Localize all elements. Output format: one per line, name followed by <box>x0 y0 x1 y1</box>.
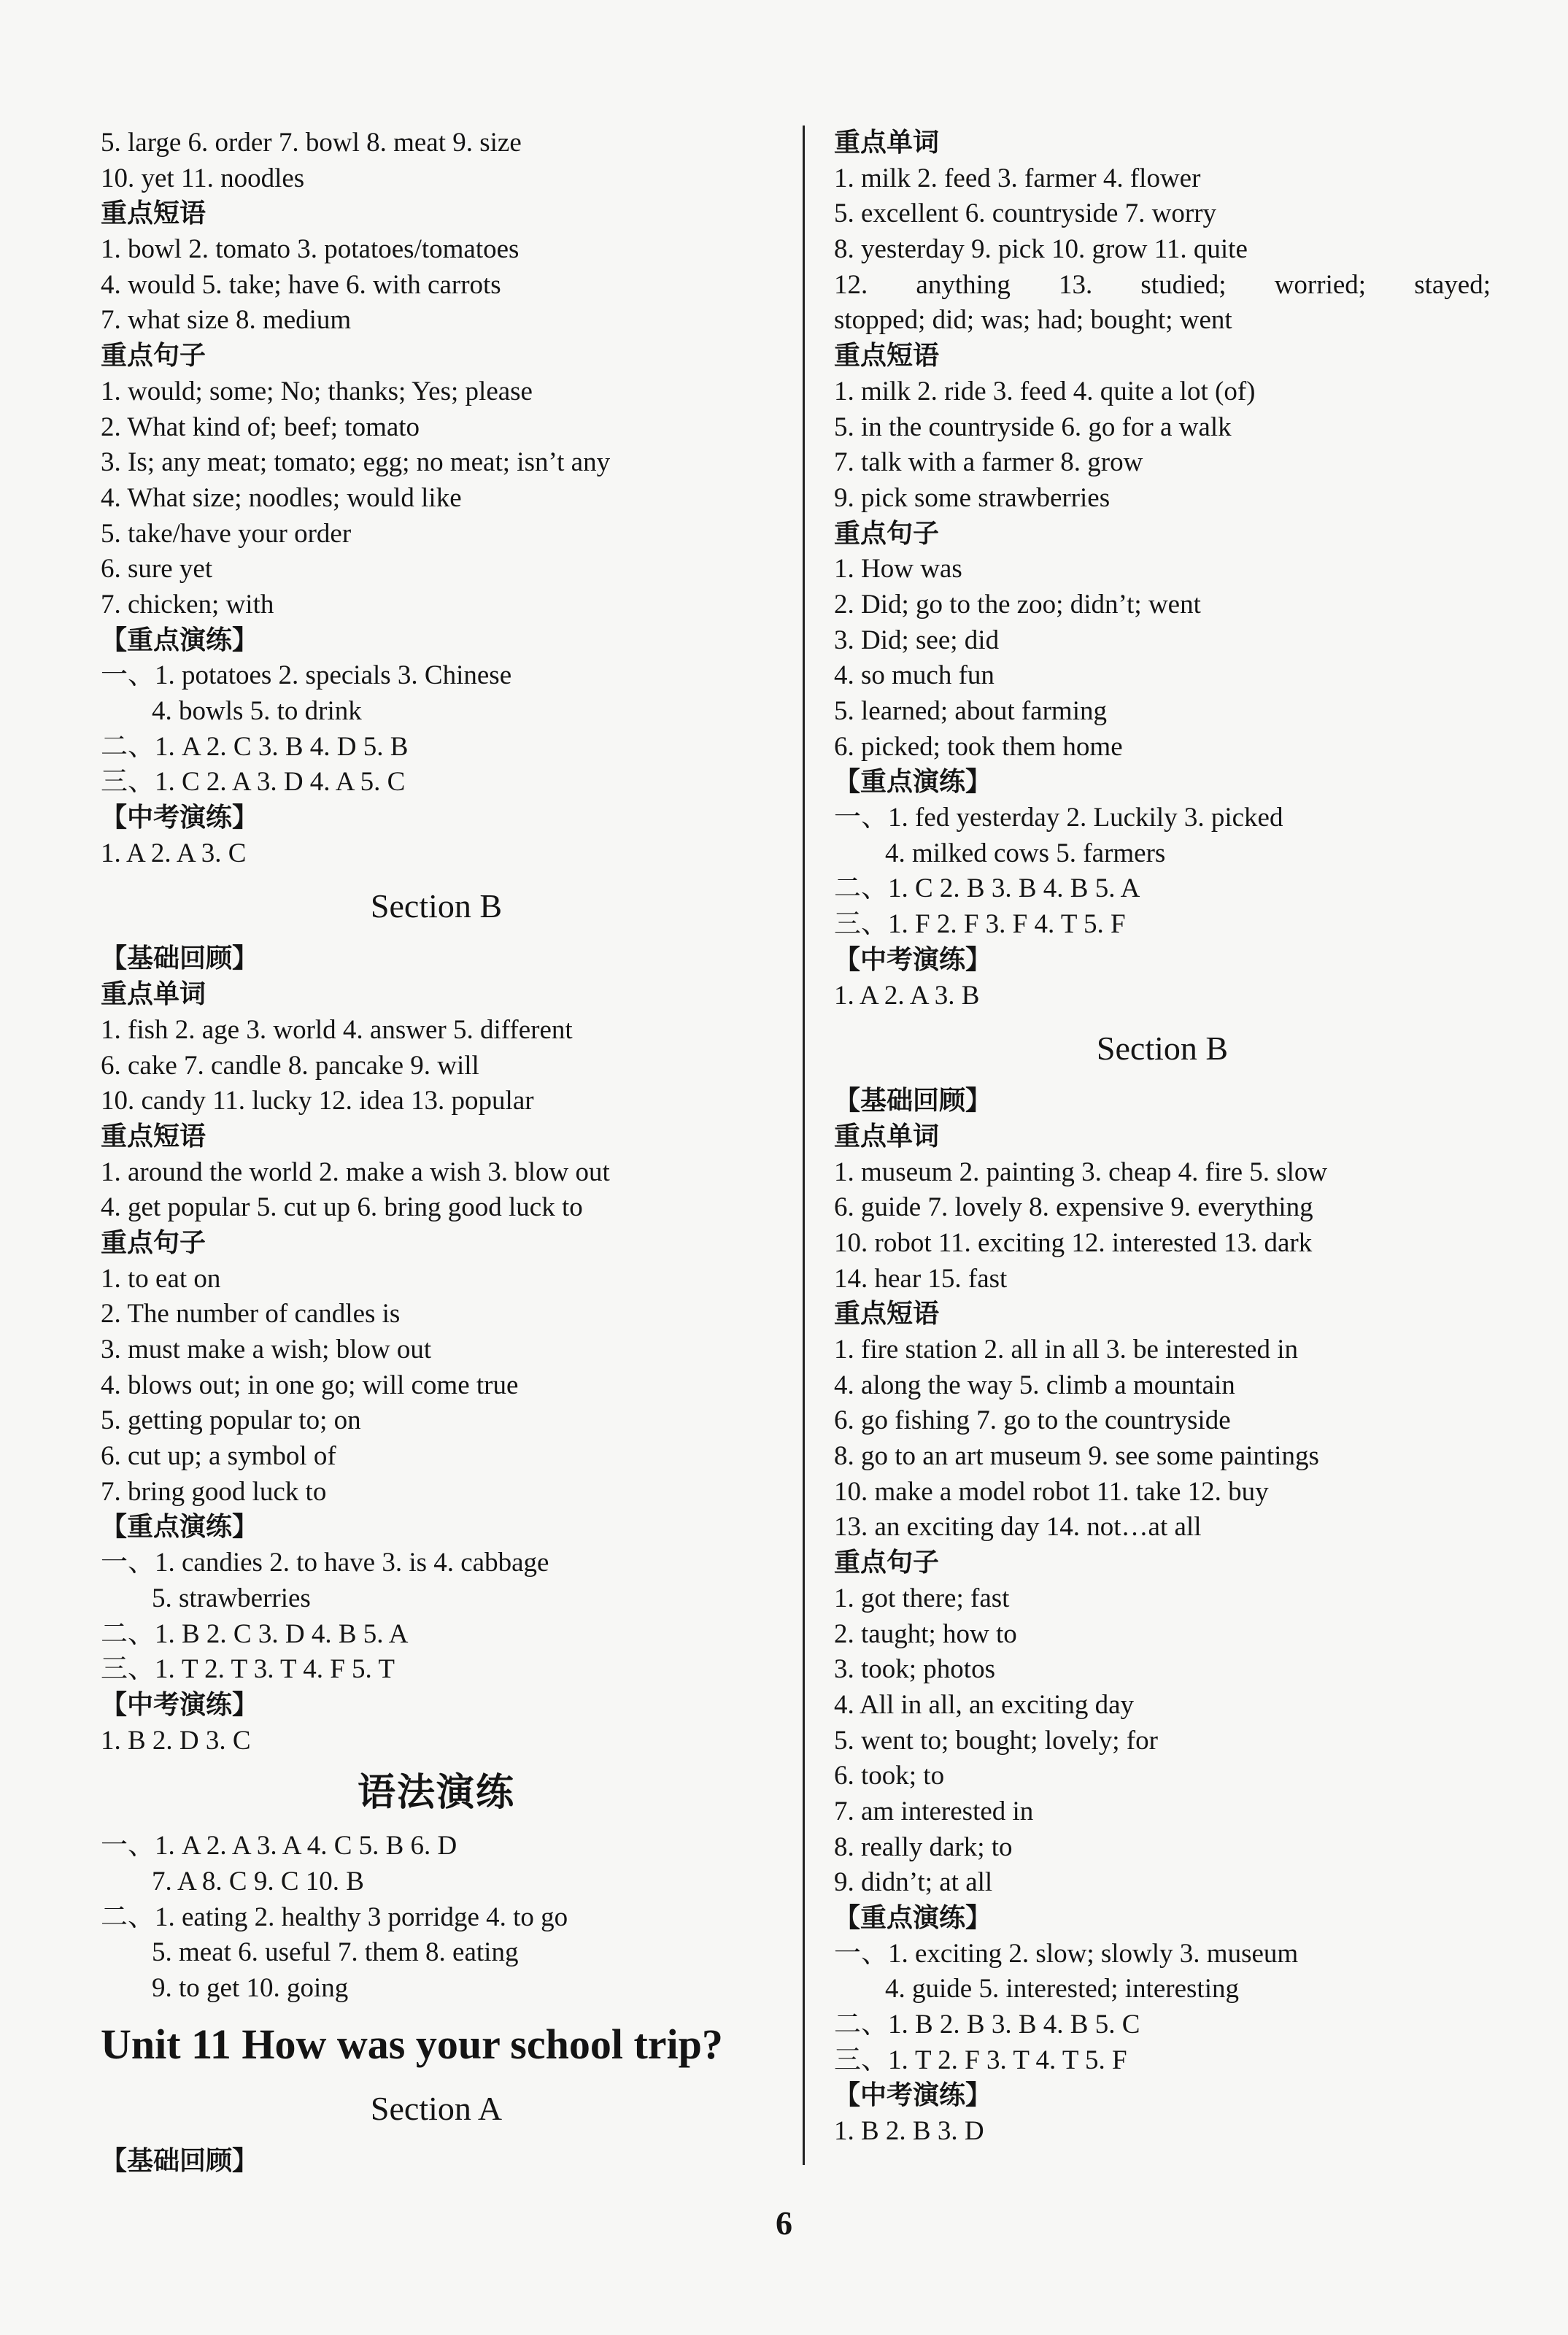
answer-line: 三、1. C 2. A 3. D 4. A 5. C <box>101 767 406 798</box>
answer-line: 二、1. B 2. C 3. D 4. B 5. A <box>101 1618 409 1649</box>
section-label: 重点单词 <box>101 979 206 1010</box>
answer-line: 5. learned; about farming <box>834 696 1107 726</box>
answer-line-indented: 5. meat 6. useful 7. them 8. eating <box>152 1937 519 1968</box>
answer-line: 二、1. B 2. B 3. B 4. B 5. C <box>834 2010 1140 2040</box>
answer-line: 1. to eat on <box>101 1263 221 1294</box>
answer-line: 1. A 2. A 3. B <box>834 980 980 1011</box>
answer-line: 4. What size; noodles; would like <box>101 482 462 513</box>
answer-line: 8. yesterday 9. pick 10. grow 11. quite <box>834 234 1248 265</box>
section-label: 重点句子 <box>834 1548 940 1578</box>
answer-line: 9. didn’t; at all <box>834 1867 993 1898</box>
answer-line: 一、1. fed yesterday 2. Luckily 3. picked <box>834 803 1283 833</box>
answer-line: 1. A 2. A 3. C <box>101 838 247 868</box>
answer-line: 一、1. exciting 2. slow; slowly 3. museum <box>834 1938 1299 1969</box>
section-label: 【基础回顾】 <box>834 1086 992 1116</box>
answer-line: 1. fire station 2. all in all 3. be interested in <box>834 1335 1299 1365</box>
right-column <box>834 126 1491 2150</box>
answer-line: 8. go to an art museum 9. see some paintings <box>834 1441 1319 1472</box>
answer-line: 二、1. eating 2. healthy 3 porridge 4. to go <box>101 1902 568 1932</box>
answer-line: 5. in the countryside 6. go for a walk <box>834 412 1232 442</box>
column-divider <box>803 126 805 2165</box>
answer-line: 三、1. T 2. T 3. T 4. F 5. T <box>101 1654 395 1685</box>
section-label: 重点单词 <box>834 1121 940 1151</box>
answer-line: 12. anything 13. studied; worried; stayed; <box>834 269 1491 300</box>
section-label: 【基础回顾】 <box>101 2145 259 2176</box>
answer-line-indented: 4. milked cows 5. farmers <box>885 838 1166 868</box>
answer-line: 1. around the world 2. make a wish 3. blow out <box>101 1157 610 1187</box>
answer-line: 二、1. A 2. C 3. B 4. D 5. B <box>101 731 409 762</box>
answer-line: 1. would; some; No; thanks; Yes; please <box>101 376 533 406</box>
answer-line: 1. B 2. D 3. C <box>101 1725 251 1756</box>
section-label: 【重点演练】 <box>834 1903 992 1933</box>
answer-line-indented: 4. guide 5. interested; interesting <box>885 1974 1239 2004</box>
answer-line-indented: 4. bowls 5. to drink <box>152 696 362 726</box>
answer-line: 三、1. F 2. F 3. F 4. T 5. F <box>834 909 1126 940</box>
page-number: 6 <box>776 2204 792 2242</box>
section-label: 【中考演练】 <box>101 1689 259 1720</box>
section-label: 【中考演练】 <box>834 944 992 975</box>
answer-line: 10. yet 11. noodles <box>101 163 305 193</box>
answer-line: 4. blows out; in one go; will come true <box>101 1370 519 1400</box>
answer-line: 5. went to; bought; lovely; for <box>834 1725 1158 1756</box>
answer-line: 7. chicken; with <box>101 589 274 620</box>
section-heading: Section B <box>370 887 503 925</box>
answer-line: 1. milk 2. ride 3. feed 4. quite a lot (of) <box>834 376 1256 406</box>
answer-line: 6. guide 7. lovely 8. expensive 9. everything <box>834 1192 1313 1223</box>
answer-line: 5. getting popular to; on <box>101 1405 361 1436</box>
answer-line: 7. am interested in <box>834 1796 1034 1826</box>
section-label: 【重点演练】 <box>101 625 259 655</box>
answer-line: 4. All in all, an exciting day <box>834 1689 1135 1720</box>
answer-line: 5. excellent 6. countryside 7. worry <box>834 198 1217 229</box>
answer-line: 3. must make a wish; blow out <box>101 1335 432 1365</box>
answer-line: 13. an exciting day 14. not…at all <box>834 1512 1202 1543</box>
left-column <box>101 126 772 2179</box>
section-label: 重点句子 <box>834 518 940 549</box>
answer-line: 9. pick some strawberries <box>834 482 1111 513</box>
answer-line: 二、1. C 2. B 3. B 4. B 5. A <box>834 873 1140 904</box>
section-label: 【中考演练】 <box>101 803 259 833</box>
answer-line: 一、1. candies 2. to have 3. is 4. cabbage <box>101 1548 549 1578</box>
section-label: 重点短语 <box>101 1121 206 1151</box>
answer-line: 4. get popular 5. cut up 6. bring good luck to <box>101 1192 583 1223</box>
answer-line: 3. took; photos <box>834 1654 995 1685</box>
answer-line: 10. candy 11. lucky 12. idea 13. popular <box>101 1086 534 1116</box>
answer-line-indented: 9. to get 10. going <box>152 1973 349 2003</box>
answer-line: 6. cut up; a symbol of <box>101 1441 336 1472</box>
answer-line: 3. Is; any meat; tomato; egg; no meat; isn’t any <box>101 447 611 478</box>
answer-line: 1. B 2. B 3. D <box>834 2116 984 2147</box>
answer-line: 1. milk 2. feed 3. farmer 4. flower <box>834 163 1201 193</box>
section-heading: Section B <box>1096 1030 1229 1068</box>
answer-line: 1. fish 2. age 3. world 4. answer 5. different <box>101 1014 573 1045</box>
answer-line: 6. sure yet <box>101 554 213 584</box>
answer-line: 7. talk with a farmer 8. grow <box>834 447 1143 478</box>
answer-line: 14. hear 15. fast <box>834 1263 1008 1294</box>
answer-line: 4. so much fun <box>834 660 995 691</box>
answer-line: 4. along the way 5. climb a mountain <box>834 1370 1235 1400</box>
answer-line: 一、1. potatoes 2. specials 3. Chinese <box>101 660 512 691</box>
unit-title: Unit 11 How was your school trip? <box>101 2020 723 2068</box>
answer-line: 6. picked; took them home <box>834 731 1123 762</box>
answer-line: 10. robot 11. exciting 12. interested 13. dark <box>834 1227 1313 1258</box>
section-label: 重点短语 <box>101 198 206 229</box>
answer-line: 2. The number of candles is <box>101 1299 401 1329</box>
section-label: 重点句子 <box>101 341 206 371</box>
answer-line: 2. Did; go to the zoo; didn’t; went <box>834 589 1201 620</box>
section-label: 【基础回顾】 <box>101 943 259 974</box>
section-heading: Section A <box>370 2089 503 2127</box>
section-label: 【中考演练】 <box>834 2080 992 2111</box>
answer-line: 5. take/have your order <box>101 518 352 549</box>
answer-line: 7. bring good luck to <box>101 1476 327 1507</box>
answer-line: 2. taught; how to <box>834 1618 1017 1649</box>
answer-line: 5. large 6. order 7. bowl 8. meat 9. size <box>101 128 522 158</box>
answer-line: 三、1. T 2. F 3. T 4. T 5. F <box>834 2045 1127 2075</box>
section-label: 【重点演练】 <box>834 767 992 798</box>
answer-line: 10. make a model robot 11. take 12. buy <box>834 1476 1269 1507</box>
answer-line: 6. cake 7. candle 8. pancake 9. will <box>101 1050 479 1081</box>
answer-line: 8. really dark; to <box>834 1832 1013 1862</box>
answer-line: 7. what size 8. medium <box>101 305 352 336</box>
answer-line: 3. Did; see; did <box>834 625 1000 655</box>
answer-line: 一、1. A 2. A 3. A 4. C 5. B 6. D <box>101 1831 457 1861</box>
answer-line: 6. took; to <box>834 1761 945 1791</box>
answer-line: 2. What kind of; beef; tomato <box>101 412 420 442</box>
answer-line: 4. would 5. take; have 6. with carrots <box>101 269 501 300</box>
section-label: 重点短语 <box>834 341 940 371</box>
answer-line: stopped; did; was; had; bought; went <box>834 305 1232 336</box>
answer-line-indented: 7. A 8. C 9. C 10. B <box>152 1866 364 1896</box>
answer-line: 1. How was <box>834 554 962 584</box>
answer-line: 1. got there; fast <box>834 1583 1010 1613</box>
section-label: 【重点演练】 <box>101 1512 259 1543</box>
answer-line: 1. museum 2. painting 3. cheap 4. fire 5. slow <box>834 1157 1328 1187</box>
section-label: 重点单词 <box>834 128 940 158</box>
section-label: 重点短语 <box>834 1299 940 1329</box>
answer-line: 6. go fishing 7. go to the countryside <box>834 1405 1231 1436</box>
answer-line-indented: 5. strawberries <box>152 1583 311 1613</box>
answer-line: 1. bowl 2. tomato 3. potatoes/tomatoes <box>101 234 520 265</box>
section-label: 重点句子 <box>101 1227 206 1258</box>
grammar-heading: 语法演练 <box>357 1772 515 1815</box>
